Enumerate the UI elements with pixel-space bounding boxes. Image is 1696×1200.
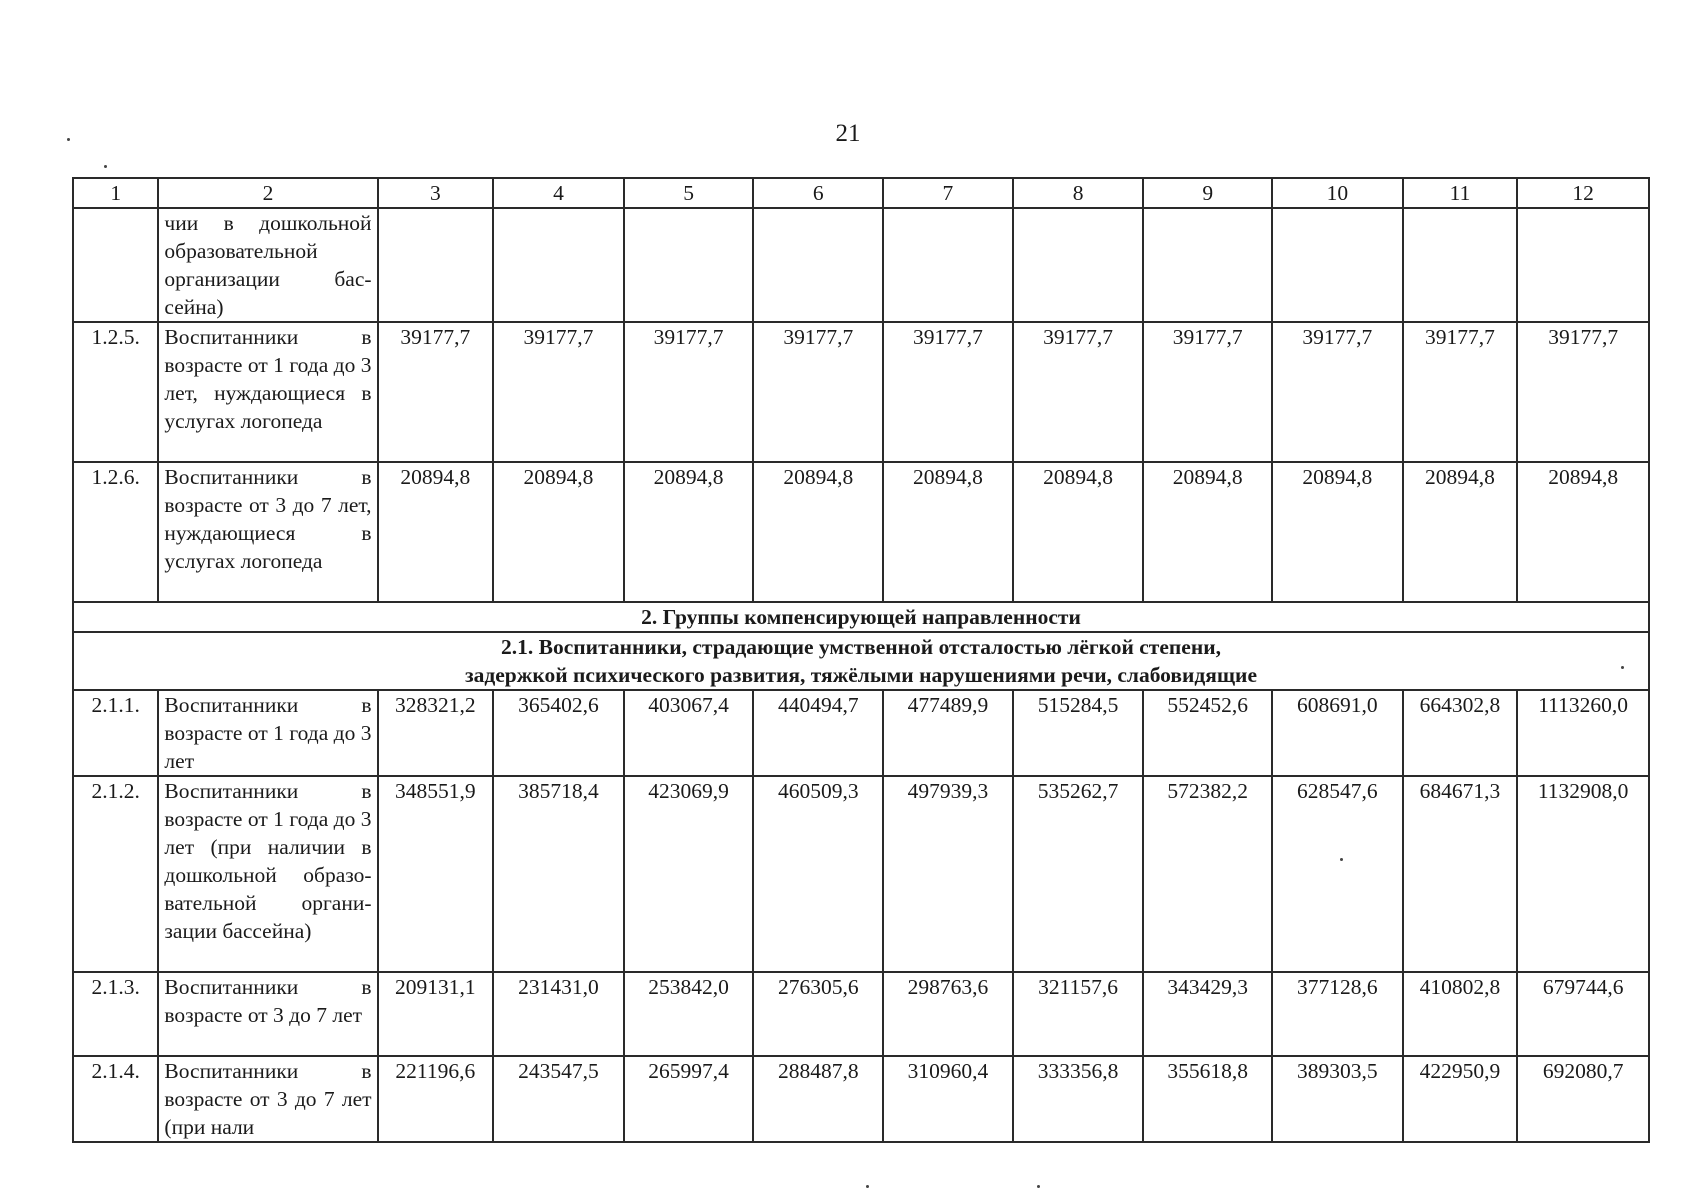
value-cell: 628547,6 [1272, 776, 1403, 972]
row-description: Воспитанники в возрасте от 1 года до 3 лет, нуждающиеся в услугах логопеда [158, 322, 377, 462]
value-cell [493, 208, 624, 322]
value-cell: 265997,4 [624, 1056, 754, 1142]
value-cell: 39177,7 [1143, 322, 1272, 462]
column-number-row [73, 178, 1649, 208]
scan-speck [866, 1185, 869, 1188]
value-cell: 20894,8 [1013, 462, 1144, 602]
value-cell: 343429,3 [1143, 972, 1272, 1056]
value-cell [1143, 208, 1272, 322]
value-cell: 20894,8 [624, 462, 754, 602]
value-cell: 298763,6 [883, 972, 1013, 1056]
value-cell: 253842,0 [624, 972, 754, 1056]
column-number-cell: 4 [493, 178, 624, 208]
column-number-cell: 3 [378, 178, 494, 208]
row-number: 1.2.6. [73, 462, 158, 602]
value-cell: 39177,7 [624, 322, 754, 462]
row-description: Воспитанники в возрасте от 1 года до 3 лет [158, 690, 377, 776]
value-cell: 209131,1 [378, 972, 494, 1056]
value-cell: 422950,9 [1403, 1056, 1518, 1142]
value-cell: 39177,7 [1272, 322, 1403, 462]
value-cell [883, 208, 1013, 322]
value-cell: 572382,2 [1143, 776, 1272, 972]
section-heading: 2. Группы компенсирующей направленности [73, 602, 1649, 632]
value-cell [378, 208, 494, 322]
value-cell [1272, 208, 1403, 322]
table-row [73, 322, 1649, 462]
table-row [73, 1056, 1649, 1142]
value-cell: 20894,8 [1272, 462, 1403, 602]
value-cell: 355618,8 [1143, 1056, 1272, 1142]
scan-speck [1621, 666, 1624, 669]
row-description: Воспитанники в возрасте от 3 до 7 лет (при нали [158, 1056, 377, 1142]
value-cell: 348551,9 [378, 776, 494, 972]
value-cell: 664302,8 [1403, 690, 1518, 776]
column-number-cell: 7 [883, 178, 1013, 208]
value-cell [624, 208, 754, 322]
value-cell: 39177,7 [753, 322, 883, 462]
value-cell: 39177,7 [493, 322, 624, 462]
value-cell: 423069,9 [624, 776, 754, 972]
value-cell: 333356,8 [1013, 1056, 1144, 1142]
value-cell: 20894,8 [883, 462, 1013, 602]
subsection-heading-line: 2.1. Воспитанники, страдающие умственной отсталостью лёгкой степени, [501, 635, 1221, 659]
row-number: 2.1.1. [73, 690, 158, 776]
value-cell: 385718,4 [493, 776, 624, 972]
value-cell: 39177,7 [1517, 322, 1649, 462]
value-cell: 39177,7 [1403, 322, 1518, 462]
column-number-cell: 2 [158, 178, 377, 208]
scan-speck [1037, 1185, 1040, 1188]
table-row [73, 462, 1649, 602]
scan-speck [67, 138, 70, 141]
column-number-cell: 10 [1272, 178, 1403, 208]
subsection-heading-line: задержкой психического развития, тяжёлыми нарушениями речи, слабовидящие [464, 663, 1257, 687]
column-number-cell: 1 [73, 178, 158, 208]
value-cell: 692080,7 [1517, 1056, 1649, 1142]
value-cell: 328321,2 [378, 690, 494, 776]
value-cell: 1113260,0 [1517, 690, 1649, 776]
row-description: Воспитанники в возрасте от 1 года до 3 лет (при наличии в дошкольной образовательной организации бассейна) [158, 776, 377, 972]
value-cell: 552452,6 [1143, 690, 1272, 776]
value-cell: 684671,3 [1403, 776, 1518, 972]
value-cell: 221196,6 [378, 1056, 494, 1142]
value-cell: 535262,7 [1013, 776, 1144, 972]
value-cell: 231431,0 [493, 972, 624, 1056]
value-cell: 410802,8 [1403, 972, 1518, 1056]
value-cell [1517, 208, 1649, 322]
table-row [73, 690, 1649, 776]
value-cell: 460509,3 [753, 776, 883, 972]
value-cell: 365402,6 [493, 690, 624, 776]
value-cell [753, 208, 883, 322]
value-cell [1013, 208, 1144, 322]
table-row [73, 208, 1649, 322]
value-cell: 497939,3 [883, 776, 1013, 972]
table-row [73, 776, 1649, 972]
value-cell: 440494,7 [753, 690, 883, 776]
row-number [73, 208, 158, 322]
value-cell: 310960,4 [883, 1056, 1013, 1142]
column-number-cell: 12 [1517, 178, 1649, 208]
row-number: 2.1.3. [73, 972, 158, 1056]
value-cell: 20894,8 [1143, 462, 1272, 602]
value-cell: 477489,9 [883, 690, 1013, 776]
row-description: Воспитанники в возрасте от 3 до 7 лет [158, 972, 377, 1056]
value-cell: 20894,8 [753, 462, 883, 602]
tariff-table [72, 177, 1650, 1143]
row-description: Воспитанники в возрасте от 3 до 7 лет, нуждающиеся в услугах логопеда [158, 462, 377, 602]
value-cell: 20894,8 [378, 462, 494, 602]
table-row [73, 972, 1649, 1056]
value-cell: 1132908,0 [1517, 776, 1649, 972]
value-cell: 377128,6 [1272, 972, 1403, 1056]
scan-speck [1340, 858, 1343, 861]
row-number: 2.1.4. [73, 1056, 158, 1142]
value-cell: 39177,7 [883, 322, 1013, 462]
subsection-heading-row [73, 632, 1649, 690]
subsection-heading [73, 632, 1649, 690]
value-cell: 243547,5 [493, 1056, 624, 1142]
value-cell [1403, 208, 1518, 322]
value-cell: 679744,6 [1517, 972, 1649, 1056]
column-number-cell: 11 [1403, 178, 1518, 208]
value-cell: 608691,0 [1272, 690, 1403, 776]
value-cell: 20894,8 [493, 462, 624, 602]
value-cell: 389303,5 [1272, 1056, 1403, 1142]
value-cell: 515284,5 [1013, 690, 1144, 776]
column-number-cell: 9 [1143, 178, 1272, 208]
column-number-cell: 8 [1013, 178, 1144, 208]
column-number-cell: 5 [624, 178, 754, 208]
row-number: 2.1.2. [73, 776, 158, 972]
value-cell: 276305,6 [753, 972, 883, 1056]
value-cell: 321157,6 [1013, 972, 1144, 1056]
value-cell: 20894,8 [1403, 462, 1518, 602]
value-cell: 20894,8 [1517, 462, 1649, 602]
row-description: чии в дошкольной образовательной организации бассейна) [158, 208, 377, 322]
value-cell: 288487,8 [753, 1056, 883, 1142]
page-number: 21 [835, 120, 861, 147]
row-number: 1.2.5. [73, 322, 158, 462]
value-cell: 39177,7 [1013, 322, 1144, 462]
section-heading-row [73, 602, 1649, 632]
column-number-cell: 6 [753, 178, 883, 208]
value-cell: 403067,4 [624, 690, 754, 776]
scan-speck [104, 165, 107, 168]
value-cell: 39177,7 [378, 322, 494, 462]
